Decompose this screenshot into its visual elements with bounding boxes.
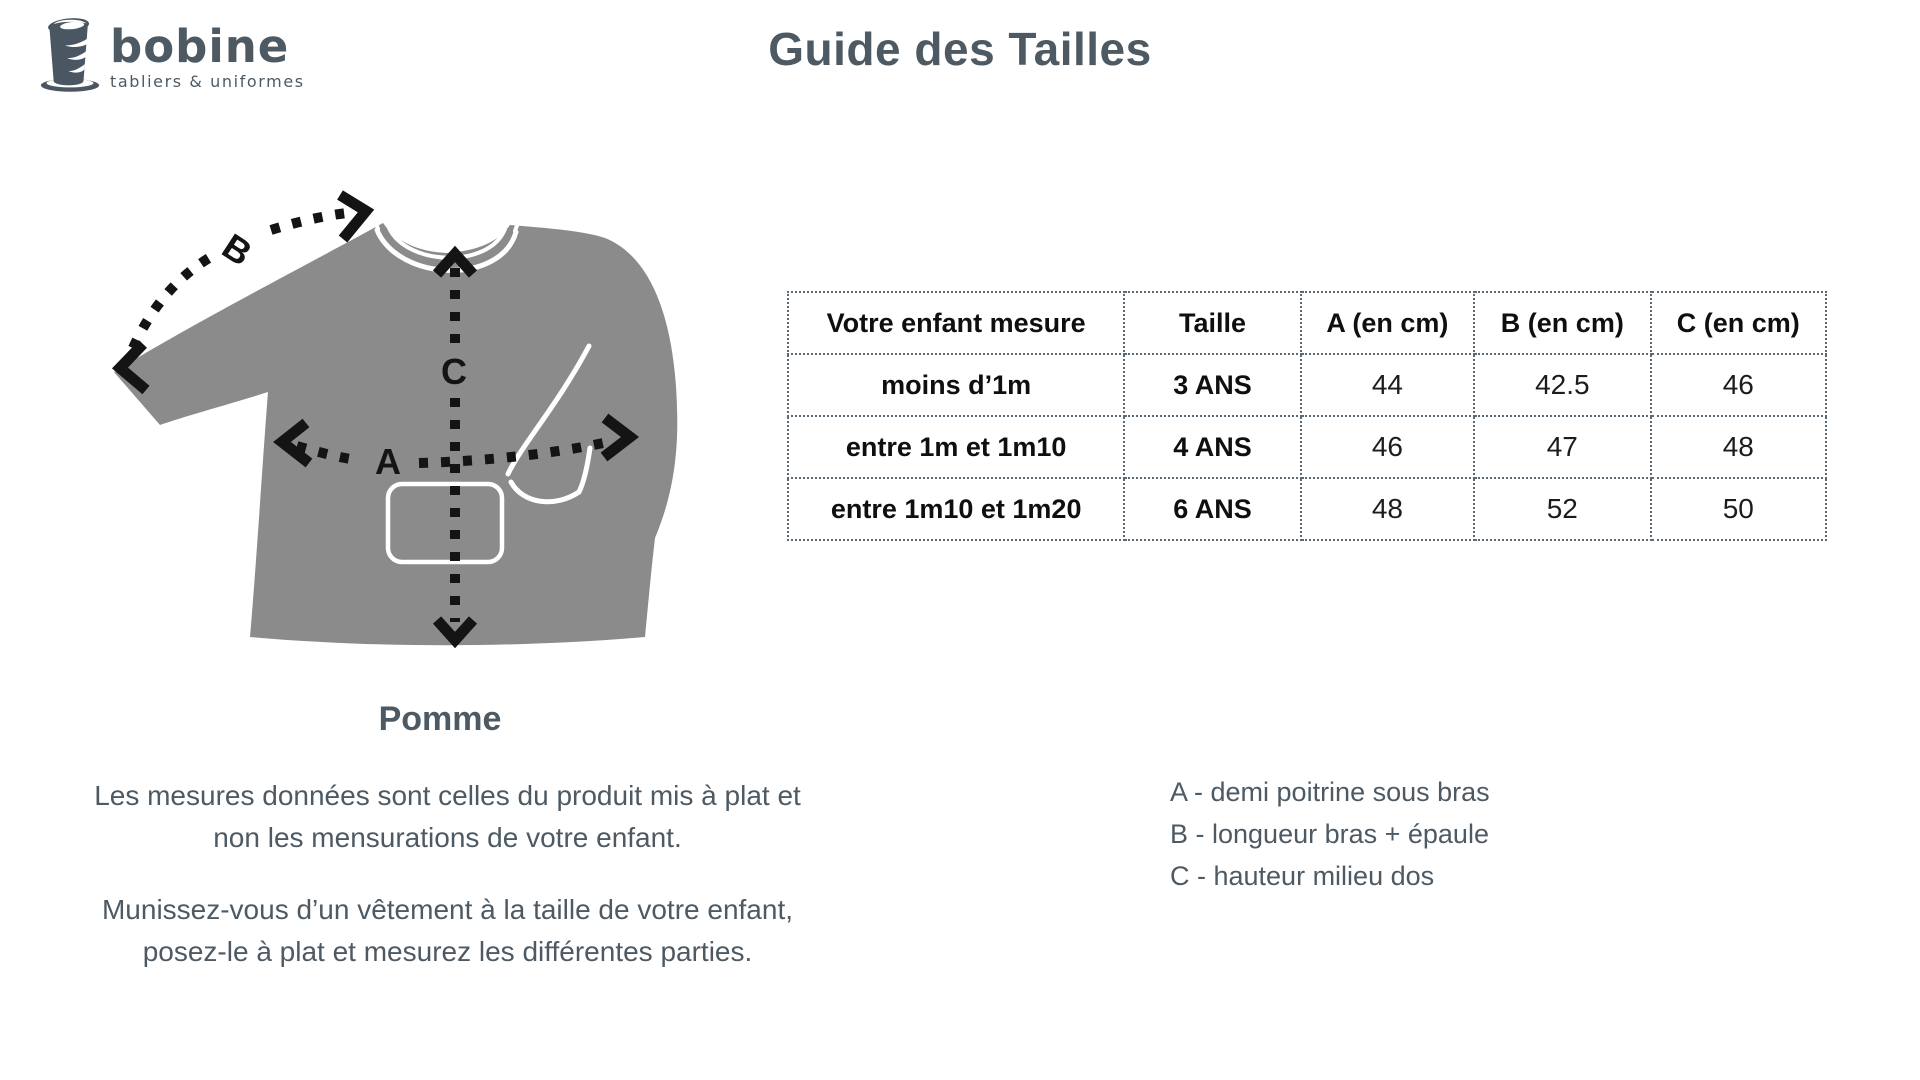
brand-name: bobine — [110, 20, 290, 73]
cell-mesure: entre 1m10 et 1m20 — [788, 478, 1124, 540]
measurement-legend — [1170, 772, 1490, 898]
cell-a: 44 — [1301, 354, 1474, 416]
cell-a: 48 — [1301, 478, 1474, 540]
legend-item-b: B - longueur bras + épaule — [1170, 818, 1489, 849]
col-header-taille: Taille — [1124, 292, 1300, 354]
cell-c: 46 — [1651, 354, 1826, 416]
cell-taille: 3 ANS — [1124, 354, 1300, 416]
cell-taille: 4 ANS — [1124, 416, 1300, 478]
col-header-mesure: Votre enfant mesure — [788, 292, 1124, 354]
cell-c: 50 — [1651, 478, 1826, 540]
note-paragraph-2 — [25, 889, 870, 973]
cell-b: 42.5 — [1474, 354, 1650, 416]
diagram-label-c: C — [441, 351, 467, 392]
table-row — [788, 478, 1826, 540]
smock-silhouette — [114, 223, 677, 645]
size-table — [787, 291, 1827, 541]
note-line: posez-le à plat et mesurez les différentes parties. — [142, 936, 753, 967]
diagram-label-b: B — [215, 225, 260, 274]
note-line: Les mesures données sont celles du produit mis à plat et — [94, 780, 801, 811]
cell-b: 47 — [1474, 416, 1650, 478]
col-header-a: A (en cm) — [1301, 292, 1474, 354]
garment-diagram — [85, 150, 685, 670]
cell-b: 52 — [1474, 478, 1650, 540]
measurement-notes — [25, 775, 870, 973]
legend-item-c: C - hauteur milieu dos — [1170, 860, 1435, 891]
cell-mesure: moins d’1m — [788, 354, 1124, 416]
brand-tagline: tabliers & uniformes — [110, 72, 305, 91]
legend-item-a: A - demi poitrine sous bras — [1170, 777, 1490, 807]
table-row — [788, 354, 1826, 416]
cell-a: 46 — [1301, 416, 1474, 478]
table-row — [788, 416, 1826, 478]
note-paragraph-1 — [25, 775, 870, 859]
diagram-label-a: A — [375, 441, 401, 482]
page-title: Guide des Tailles — [768, 23, 1152, 75]
col-header-b: B (en cm) — [1474, 292, 1650, 354]
col-header-c: C (en cm) — [1651, 292, 1826, 354]
note-line: Munissez-vous d’un vêtement à la taille de votre enfant, — [101, 894, 794, 925]
product-name: Pomme — [378, 700, 502, 738]
note-line: non les mensurations de votre enfant. — [213, 822, 682, 853]
cell-taille: 6 ANS — [1124, 478, 1300, 540]
cell-c: 48 — [1651, 416, 1826, 478]
collar-notch-left — [372, 210, 378, 229]
cell-mesure: entre 1m et 1m10 — [788, 416, 1124, 478]
size-table-header-row — [788, 292, 1826, 354]
